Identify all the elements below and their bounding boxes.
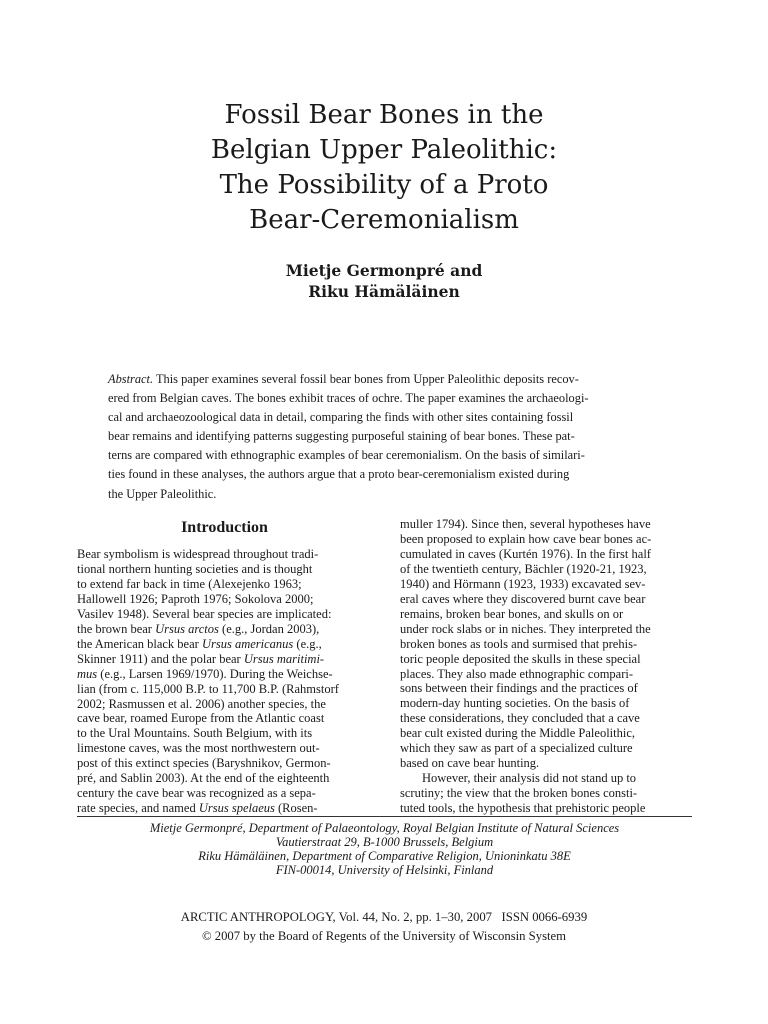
citation-line: ARCTIC ANTHROPOLOGY, Vol. 44, No. 2, pp. 1–30, 2007 ISSN 0066-6939 [180, 910, 588, 924]
footnote-divider [77, 816, 692, 817]
affiliation-line: Mietje Germonpré, Department of Palaeontology, Royal Belgian Institute of Natural Sciences [149, 821, 620, 835]
abstract-label: Abstract. [108, 372, 154, 386]
species-name: Ursus arctos [155, 621, 219, 636]
abstract [108, 370, 664, 504]
body-line [77, 637, 362, 652]
body-text: rate species, and named [77, 801, 199, 816]
body-line: to the Ural Mountains. South Belgium, with its [77, 726, 313, 741]
body-line: pré, and Sablin 2003). At the end of the eighteenth [77, 771, 330, 786]
body-line: broken bones as tools and surmised that prehis- [400, 636, 638, 651]
body-line: under rock slabs or in niches. They interpreted the [400, 621, 651, 636]
body-line: Vasilev 1948). Several bear species are implicated: [77, 606, 332, 621]
title-line: Fossil Bear Bones in the [224, 100, 544, 130]
body-line: century the cave bear was recognized as a sepa- [77, 786, 316, 801]
body-line: lian (from c. 115,000 B.P. to 11,700 B.P. (Rahmstorf [77, 681, 339, 696]
author-line: Mietje Germonpré and [285, 261, 483, 280]
body-line: to extend far back in time (Alexejenko 1963; [77, 576, 302, 591]
body-line: cave bear, roamed Europe from the Atlantic coast [77, 711, 325, 726]
abstract-line [108, 370, 664, 389]
abstract-text: This paper examines several fossil bear bones from Upper Paleolithic deposits recov- [153, 372, 579, 386]
body-text: Skinner 1911) and the polar bear [77, 651, 244, 666]
body-text: (Rosen- [274, 801, 318, 816]
body-text: the brown bear [77, 621, 156, 636]
abstract-line: cal and archaeozoological data in detail, comparing the finds with other sites containing fossil [108, 410, 574, 425]
body-line: toric people deposited the skulls in these special [400, 651, 641, 666]
left-column [77, 547, 362, 816]
species-name: mus [77, 666, 98, 681]
body-line: these considerations, they concluded that a cave [400, 711, 640, 726]
body-line: post of this extinct species (Baryshnikov, Germon- [77, 756, 331, 771]
body-line: scrutiny; the view that the broken bones consti- [400, 786, 638, 801]
body-line: based on cave bear hunting. [400, 756, 540, 771]
body-line [77, 667, 362, 682]
body-line: 1940) and Hörmann (1923, 1933) excavated sev- [400, 576, 646, 591]
body-line: which they saw as part of a specialized culture [400, 741, 633, 756]
section-heading: Introduction [181, 519, 268, 536]
body-line: muller 1794). Since then, several hypotheses have [400, 517, 651, 531]
body-line [77, 801, 362, 816]
body-line: eral caves where they discovered burnt cave bear [400, 591, 646, 606]
body-line: sons between their findings and the practices of [400, 681, 638, 696]
author-affiliations [77, 821, 692, 877]
abstract-line: the Upper Paleolithic. [108, 486, 217, 501]
body-text: (e.g., Larsen 1969/1970). During the Weichse- [97, 666, 333, 681]
body-line: However, their analysis did not stand up to [422, 771, 637, 786]
body-line: Bear symbolism is widespread throughout tradi- [77, 547, 319, 561]
body-line: places. They also made ethnographic compari- [400, 666, 634, 681]
author-line: Riku Hämäläinen [308, 282, 460, 301]
body-line: tional northern hunting societies and is thought [77, 561, 313, 576]
body-text: (e.g., Jordan 2003), [218, 621, 320, 636]
body-line: limestone caves, was the most northwestern out- [77, 741, 320, 756]
body-text: the American black bear [77, 636, 202, 651]
affiliation-line: Vautierstraat 29, B-1000 Brussels, Belgium [275, 835, 494, 849]
body-line: tuted tools, the hypothesis that prehistoric people [400, 801, 646, 816]
body-line [77, 652, 362, 667]
species-name: Ursus maritimi- [243, 651, 325, 666]
abstract-line: terns are compared with ethnographic examples of bear ceremonialism. On the basis of similari- [108, 448, 585, 463]
affiliation-line: FIN-00014, University of Helsinki, Finland [275, 863, 494, 877]
body-line [77, 622, 362, 637]
abstract-line: ties found in these analyses, the authors argue that a proto bear-ceremonialism existed during [108, 467, 570, 482]
body-line: bear cult existed during the Middle Paleolithic, [400, 726, 636, 741]
journal-citation [0, 908, 768, 946]
title-line: Bear-Ceremonialism [249, 205, 519, 235]
body-line: of the twentieth century, Bächler (1920-21, 1923, [400, 561, 647, 576]
article-title [0, 98, 768, 238]
body-line: modern-day hunting societies. On the basis of [400, 696, 630, 711]
body-line: 2002; Rasmussen et al. 2006) another species, the [77, 696, 326, 711]
body-line: Hallowell 1926; Paproth 1976; Sokolova 2000; [77, 591, 314, 606]
body-line: cumulated in caves (Kurtén 1976). In the first half [400, 546, 651, 561]
body-line: been proposed to explain how cave bear bones ac- [400, 531, 652, 546]
body-line: remains, broken bear bones, and skulls on or [400, 606, 624, 621]
abstract-line: bear remains and identifying patterns suggesting purposeful staining of bear bones. These pat- [108, 429, 575, 444]
right-column [400, 517, 692, 816]
body-text: (e.g., [293, 636, 322, 651]
affiliation-line: Riku Hämäläinen, Department of Comparative Religion, Unioninkatu 38E [198, 849, 571, 863]
abstract-line: ered from Belgian caves. The bones exhibit traces of ochre. The paper examines the archaeologi- [108, 391, 589, 406]
title-line: The Possibility of a Proto [219, 170, 549, 200]
species-name: Ursus spelaeus [198, 801, 275, 816]
copyright-line: © 2007 by the Board of Regents of the University of Wisconsin System [201, 929, 567, 943]
author-list [0, 260, 768, 302]
title-line: Belgian Upper Paleolithic: [210, 135, 558, 165]
species-name: Ursus americanus [201, 636, 294, 651]
